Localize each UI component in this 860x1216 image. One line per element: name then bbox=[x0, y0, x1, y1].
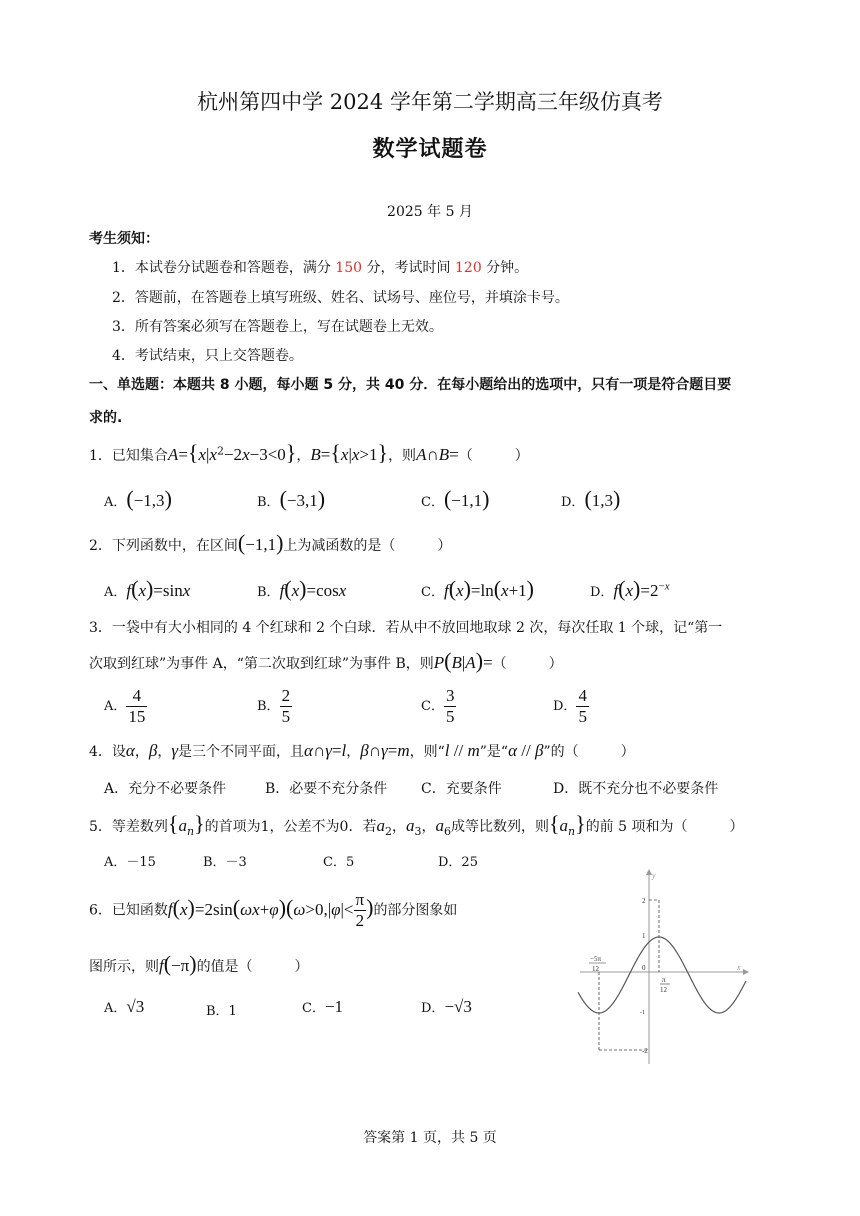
origin-label: 0 bbox=[642, 964, 646, 972]
q6-option-a: A．√3 bbox=[104, 997, 145, 1016]
y-tick-1: 1 bbox=[642, 932, 646, 940]
q5-option-a: A．－15 bbox=[104, 855, 156, 870]
sine-graph bbox=[570, 866, 755, 1066]
q5-option-d: D．25 bbox=[438, 855, 478, 870]
question-6-line2: 图所示，则f(−π)的值是（ ） bbox=[89, 951, 309, 976]
q1-set-a: A bbox=[167, 445, 179, 464]
full-score: 150 bbox=[335, 260, 363, 276]
q1-option-a: A．(−1,3) bbox=[104, 486, 172, 511]
section-heading-line1: 一、单选题：本题共 8 小题，每小题 5 分，共 40 分．在每小题给出的选项中，只有一项是符合题目要 bbox=[89, 377, 732, 393]
q3-option-c: C． $\frac{3}{5}$ bbox=[421, 686, 455, 726]
q1-set-b: B bbox=[310, 445, 321, 464]
x-tick-left-den: 12 bbox=[592, 965, 599, 973]
notice-item-1-mid: 分，考试时间 bbox=[362, 260, 455, 276]
q1-paren: （ ） bbox=[458, 448, 529, 464]
exam-date: 2025 年 5 月 bbox=[387, 204, 473, 220]
x-tick-right-num: π bbox=[662, 976, 666, 984]
notice-item-2: 2．答题前，在答题卷上填写班级、姓名、试场号、座位号，并填涂卡号。 bbox=[112, 290, 569, 306]
exam-time: 120 bbox=[455, 260, 482, 276]
q4-option-a: A．充分不必要条件 bbox=[104, 781, 227, 797]
x-axis-label: x bbox=[737, 963, 741, 972]
question-3-line2: 次取到红球”为事件 A，“第二次取到红球”为事件 B，则P(B|A)=（ ） bbox=[89, 648, 563, 673]
question-4: 4．设α，β，γ是三个不同平面，且α∩γ=l，β∩γ=m，则“l // m”是“α // β”的（ ） bbox=[89, 741, 635, 760]
q2-option-a: A．f(x)=sinx bbox=[104, 576, 191, 601]
q6-option-c: C．−1 bbox=[302, 997, 344, 1016]
y-tick-neg2: -2 bbox=[642, 1047, 648, 1055]
q1-post: ，则 bbox=[388, 448, 417, 464]
q4-option-d: D．既不充分也不必要条件 bbox=[553, 781, 719, 797]
notice-item-1-pre: 1．本试卷分试题卷和答题卷，满分 bbox=[112, 260, 336, 276]
x-tick-left-num: −5π bbox=[590, 955, 601, 963]
y-axis-label: y bbox=[652, 871, 656, 880]
q5-option-c: C．5 bbox=[323, 855, 355, 870]
q3-option-a: A． $\frac{4}{15}$ bbox=[104, 686, 146, 726]
exam-subtitle: 数学试题卷 bbox=[372, 137, 488, 162]
question-5: 5．等差数列$\{a_n\}$的首项为1，公差不为0．若$a_2$，$a_3$，$a_6$成等比数列，则$\{a_n\}$的前 5 项和为（ ） bbox=[89, 811, 744, 838]
q1-option-d: D．(1,3) bbox=[561, 486, 621, 511]
question-2: 2．下列函数中，在区间(−1,1)上为减函数的是（ ） bbox=[89, 530, 452, 555]
exam-title: 杭州第四中学 2024 学年第二学期高三年级仿真考 bbox=[197, 90, 663, 114]
q3-option-d: D． $\frac{4}{5}$ bbox=[553, 686, 587, 726]
section-heading-line2: 求的. bbox=[89, 410, 123, 426]
question-1: 1．已知集合$A=\{x|x^2-2x-3<0\}$，B={x|x>1}，则A∩B=（ ） bbox=[89, 440, 529, 465]
q5-option-b: B．－3 bbox=[203, 855, 247, 870]
notice-heading: 考生须知： bbox=[89, 231, 159, 247]
q3-option-b: B． $\frac{2}{5}$ bbox=[257, 686, 291, 726]
notice-item-4: 4．考试结束，只上交答题卷。 bbox=[112, 348, 303, 364]
q6-option-d: D．−√3 bbox=[421, 997, 472, 1016]
q1-pre: 1．已知集合 bbox=[89, 448, 168, 464]
question-6-line1: 6．已知函数f(x)=2sin(ωx+φ)(ω>0,|φ|< $\frac{\pi}{2}$ )的部分图象如 bbox=[89, 890, 458, 930]
y-tick-neg1: -1 bbox=[640, 1010, 645, 1016]
q6-option-b: B．1 bbox=[206, 1004, 237, 1019]
x-tick-right-den: 12 bbox=[660, 986, 667, 994]
q4-option-b: B．必要不充分条件 bbox=[265, 781, 388, 797]
notice-item-1 bbox=[112, 257, 528, 277]
q1-option-c: C．(−1,1) bbox=[421, 486, 490, 511]
question-3-line1: 3．一袋中有大小相同的 4 个红球和 2 个白球．若从中不放回地取球 2 次，每次任取 1 个球，记“第一 bbox=[89, 620, 723, 636]
q2-option-c: C．f(x)=ln(x+1) bbox=[421, 576, 534, 601]
notice-item-3: 3．所有答案必须写在答题卷上，写在试题卷上无效。 bbox=[112, 319, 443, 335]
q2-option-d: D．$f(x)=2^{-x}$ bbox=[590, 576, 670, 601]
notice-item-1-post: 分钟。 bbox=[481, 260, 529, 276]
q2-option-b: B．f(x)=cosx bbox=[257, 576, 347, 601]
q1-option-b: B．(−3,1) bbox=[257, 486, 326, 511]
sine-curve bbox=[578, 937, 746, 1013]
y-tick-2: 2 bbox=[642, 897, 646, 905]
q4-option-c: C．充要条件 bbox=[421, 781, 502, 797]
page-footer: 答案第 1 页，共 5 页 bbox=[363, 1130, 497, 1146]
